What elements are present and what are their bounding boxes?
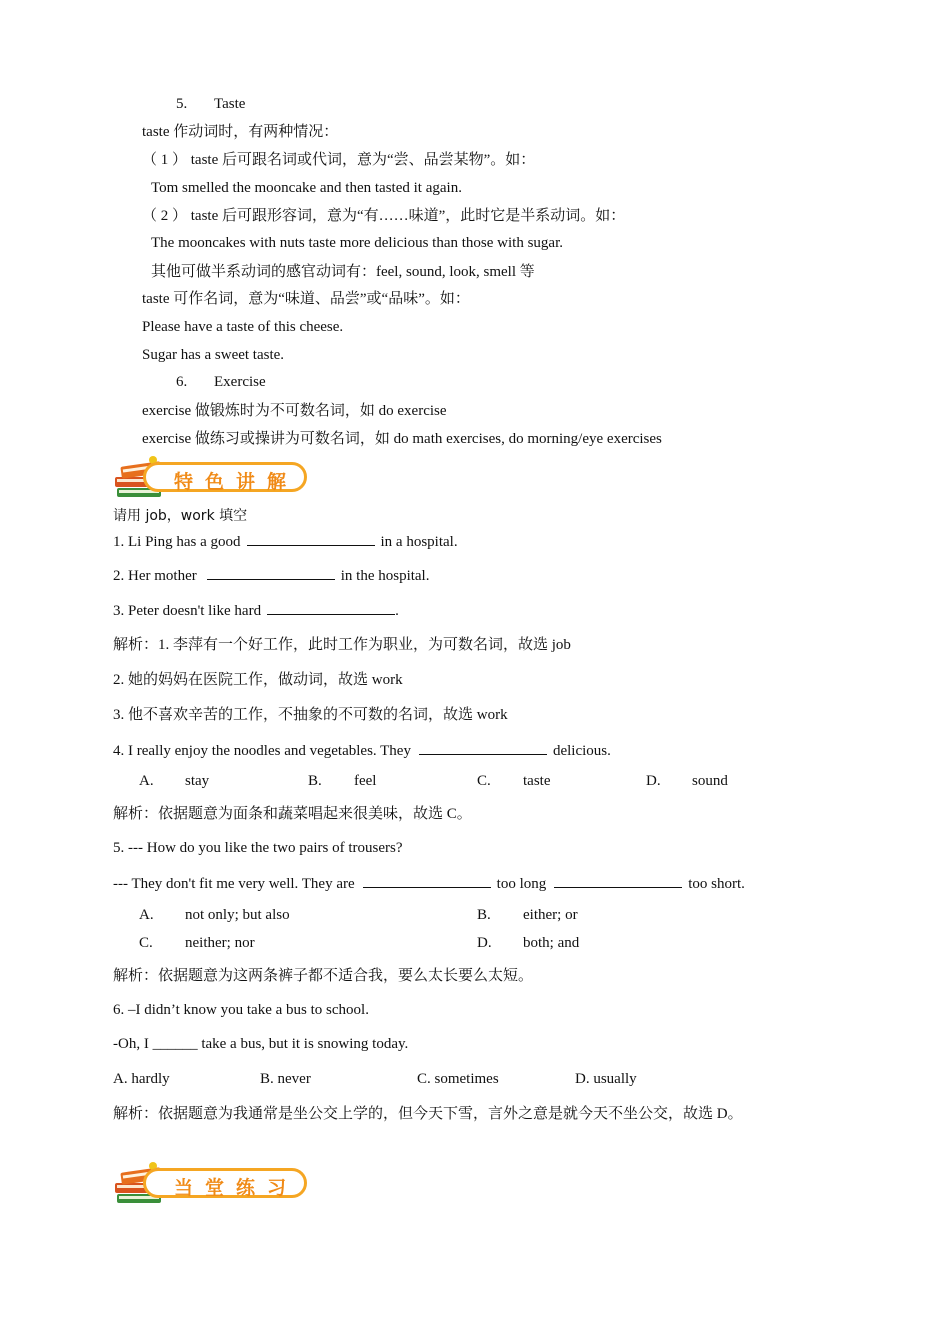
question-text: delicious.	[552, 743, 611, 759]
question-text: too long	[496, 876, 547, 892]
analysis-line: 解析：依据题意为我通常是坐公交上学的，但今天下雪，言外之意是就今天不坐公交，故选 D。	[113, 1106, 743, 1122]
answer-blank	[419, 740, 547, 755]
option-letter: B.	[260, 1071, 274, 1087]
section6-heading-number: 6.	[176, 374, 188, 390]
section5-heading-number: 5.	[176, 96, 188, 112]
option-text: neither; nor	[185, 935, 255, 951]
option-choice	[417, 1069, 499, 1089]
option-text: sometimes	[434, 1071, 499, 1087]
option-letter: A.	[139, 907, 154, 923]
question-3	[113, 600, 399, 621]
option-letter: C.	[417, 1071, 431, 1087]
option-letter: D.	[646, 773, 661, 789]
question-text: in a hospital.	[380, 534, 458, 550]
question-text: too short.	[688, 876, 745, 892]
option-text: both; and	[523, 935, 580, 951]
option-letter: D.	[575, 1071, 590, 1087]
question-text: 2. Her mother	[113, 568, 197, 584]
question-6-sentence: -Oh, I ______ take a bus, but it is snowing today.	[113, 1036, 409, 1052]
section5-heading: Taste	[214, 96, 246, 112]
option-choice	[575, 1069, 637, 1089]
option-letter: C.	[139, 935, 153, 951]
question-text: 4. I really enjoy the noodles and vegetables. They	[113, 743, 411, 759]
analysis-line: 3. 他不喜欢辛苦的工作，不抽象的不可数的名词，故选 work	[113, 707, 508, 723]
text-line: （ 1 ） taste 后可跟名词或代词，意为“尝、品尝某物”。如：	[142, 152, 536, 168]
option-text: feel	[354, 773, 377, 789]
question-6: 6. –I didn’t know you take a bus to school.	[113, 1002, 369, 1018]
example-sentence: Tom smelled the mooncake and then tasted it again.	[151, 180, 462, 196]
text-line: taste 作动词时，有两种情况：	[142, 124, 339, 140]
option-text: not only; but also	[185, 907, 290, 923]
option-text: either; or	[523, 907, 578, 923]
text-line: 其他可做半系动词的感官动词有：feel, sound, look, smell 等	[151, 264, 535, 280]
answer-blank	[247, 531, 375, 546]
option-text: stay	[185, 773, 210, 789]
question-5-sentence	[113, 873, 745, 894]
option-letter: A.	[113, 1071, 128, 1087]
question-text: in the hospital.	[340, 568, 430, 584]
question-text: 1. Li Ping has a good	[113, 534, 241, 550]
answer-blank	[267, 600, 395, 615]
option-text: usually	[593, 1071, 637, 1087]
option-text: hardly	[131, 1071, 170, 1087]
example-sentence: The mooncakes with nuts taste more delicious than those with sugar.	[151, 235, 564, 251]
analysis-line: 解析：依据题意为面条和蔬菜唱起来很美味，故选 C。	[113, 806, 472, 822]
option-choice	[260, 1069, 311, 1089]
question-1	[113, 531, 458, 552]
section-banner-practice	[113, 1158, 313, 1210]
text-line: exercise 做练习或操讲为可数名词，如 do math exercises, do morning/eye exercises	[142, 431, 662, 447]
option-letter: A.	[139, 773, 154, 789]
question-4	[113, 740, 611, 761]
answer-blank	[207, 565, 335, 580]
analysis-line: 2. 她的妈妈在医院工作，做动词，故选 work	[113, 672, 403, 688]
option-letter: B.	[477, 907, 491, 923]
text-line: exercise 做锻炼时为不可数名词，如 do exercise	[142, 403, 447, 419]
example-sentence: Please have a taste of this cheese.	[142, 319, 344, 335]
example-sentence: Sugar has a sweet taste.	[142, 347, 285, 363]
option-letter: C.	[477, 773, 491, 789]
option-text: taste	[523, 773, 551, 789]
option-choice	[113, 1069, 170, 1089]
question-2	[113, 565, 429, 586]
exercise-instruction: 请用 job，work 填空	[113, 508, 248, 524]
option-text: sound	[692, 773, 728, 789]
question-text: .	[395, 603, 399, 619]
section-banner-special	[113, 452, 313, 504]
analysis-line: 解析：依据题意为这两条裤子都不适合我，要么太长要么太短。	[113, 968, 534, 984]
question-text: 3. Peter doesn't like hard	[113, 603, 262, 619]
banner-title: 当堂练习	[174, 1177, 299, 1199]
section6-heading: Exercise	[214, 374, 266, 390]
text-line: （ 2 ） taste 后可跟形容词，意为“有……味道”，此时它是半系动词。如：	[142, 208, 626, 224]
answer-blank	[363, 873, 491, 888]
question-text: --- They don't fit me very well. They are	[113, 876, 355, 892]
analysis-line: 解析：1. 李萍有一个好工作，此时工作为职业，为可数名词，故选 job	[113, 637, 571, 653]
text-line: taste 可作名词，意为“味道、品尝”或“品味”。如：	[142, 291, 470, 307]
option-letter: B.	[308, 773, 322, 789]
answer-blank	[554, 873, 682, 888]
question-5: 5. --- How do you like the two pairs of trousers?	[113, 840, 403, 856]
option-text: never	[277, 1071, 311, 1087]
option-letter: D.	[477, 935, 492, 951]
banner-title: 特色讲解	[174, 471, 299, 493]
